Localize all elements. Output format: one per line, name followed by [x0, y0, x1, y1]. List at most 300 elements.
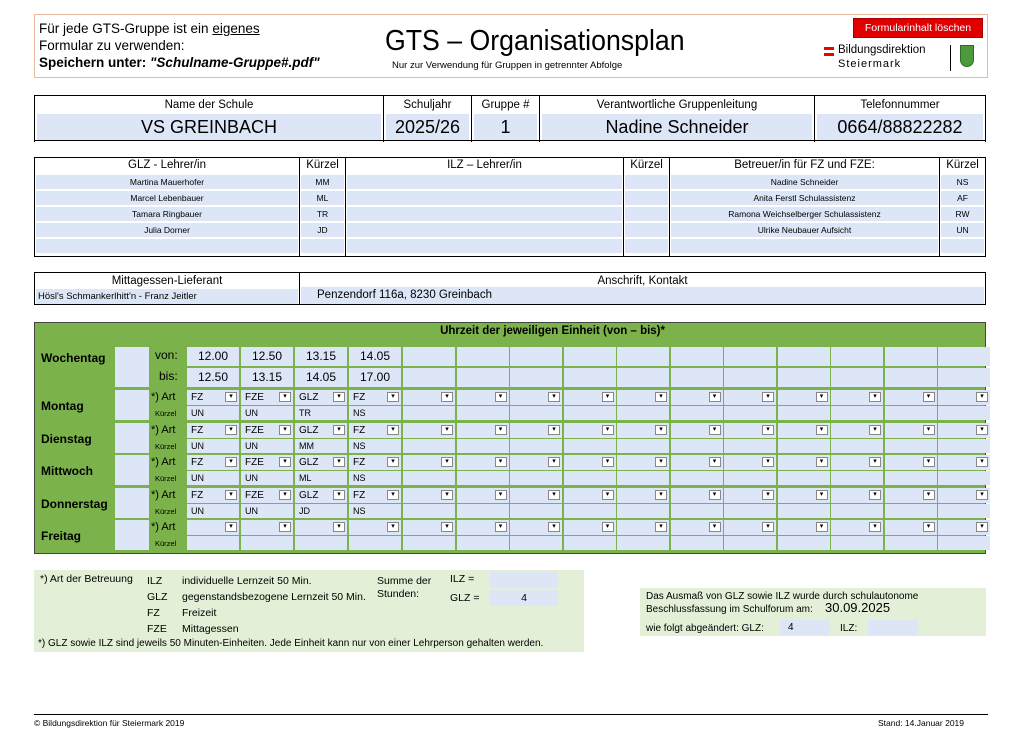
kuerzel-cell[interactable]: [617, 471, 669, 485]
chevron-down-icon[interactable]: [602, 457, 614, 467]
group-field[interactable]: 1: [474, 114, 537, 140]
kuerzel-cell[interactable]: [403, 536, 455, 550]
logo-line2: Steiermark: [838, 58, 902, 70]
chevron-down-icon[interactable]: [602, 490, 614, 500]
art-select[interactable]: GLZ: [295, 488, 347, 503]
chevron-down-icon[interactable]: [709, 392, 721, 402]
kuerzel-cell[interactable]: TR: [295, 406, 347, 420]
kuerzel-cell[interactable]: [457, 504, 509, 518]
chevron-down-icon[interactable]: [655, 522, 667, 532]
chevron-down-icon[interactable]: [816, 425, 828, 435]
art-select[interactable]: FZ: [349, 488, 401, 503]
kuerzel-cell[interactable]: UN: [187, 406, 239, 420]
kuerzel-cell[interactable]: [885, 439, 937, 453]
contact-field[interactable]: Penzendorf 116a, 8230 Greinbach: [301, 287, 984, 304]
clear-form-button[interactable]: Formularinhalt löschen: [853, 18, 983, 38]
glz-teacher-field[interactable]: Julia Dorner: [36, 223, 298, 238]
kuerzel-cell[interactable]: [938, 406, 990, 420]
summe-label: Summe der: [377, 575, 432, 587]
legend-text: gegenstandsbezogene Lernzeit 50 Min.: [182, 591, 366, 603]
chevron-down-icon[interactable]: [655, 457, 667, 467]
kuerzel-cell[interactable]: [671, 536, 723, 550]
ilz-kuerzel-field[interactable]: [625, 207, 668, 222]
kuerzel-cell[interactable]: [617, 439, 669, 453]
betreuer-field[interactable]: [671, 239, 938, 254]
chevron-down-icon[interactable]: [441, 457, 453, 467]
ilz-kuerzel-field[interactable]: [625, 175, 668, 190]
chevron-down-icon[interactable]: [762, 457, 774, 467]
art-label: *) Art: [151, 456, 176, 469]
betreuer-kuerzel-field[interactable]: AF: [941, 191, 984, 206]
time-von-cell[interactable]: [457, 347, 509, 366]
time-von-cell[interactable]: [938, 347, 990, 366]
time-bis-cell[interactable]: 12.50: [187, 368, 239, 387]
kuerzel-cell[interactable]: [831, 406, 883, 420]
chevron-down-icon[interactable]: [976, 522, 988, 532]
weekday-label: Wochentag: [41, 351, 106, 365]
ilz-teacher-field[interactable]: [347, 191, 622, 206]
chevron-down-icon[interactable]: [333, 392, 345, 402]
gts-count-field[interactable]: [115, 390, 149, 420]
ilz-teacher-field[interactable]: [347, 175, 622, 190]
kuerzel-cell[interactable]: [617, 504, 669, 518]
gts-header-cell: [115, 347, 149, 387]
kuerzel-cell[interactable]: [349, 536, 401, 550]
chevron-down-icon[interactable]: [387, 522, 399, 532]
kuerzel-cell[interactable]: UN: [241, 471, 293, 485]
chevron-down-icon[interactable]: [816, 490, 828, 500]
art-select[interactable]: FZ: [187, 488, 239, 503]
time-bis-cell[interactable]: [831, 368, 883, 387]
kuerzel-cell[interactable]: NS: [349, 471, 401, 485]
art-select[interactable]: FZ: [187, 455, 239, 470]
kuerzel-cell[interactable]: [564, 439, 616, 453]
legend-text: Mittagessen: [182, 623, 239, 635]
school-name-label: Name der Schule: [164, 99, 254, 111]
kuerzel-header: Kürzel: [630, 159, 663, 171]
leader-label: Verantwortliche Gruppenleitung: [596, 99, 758, 111]
chevron-down-icon[interactable]: [495, 522, 507, 532]
kuerzel-cell[interactable]: [564, 471, 616, 485]
legend: [34, 570, 584, 652]
chevron-down-icon[interactable]: [709, 490, 721, 500]
bis-label: bis:: [159, 369, 178, 383]
ausmass-section: [640, 588, 986, 636]
ilz-changed-label: ILZ:: [840, 623, 858, 634]
chevron-down-icon[interactable]: [441, 425, 453, 435]
betreuer-kuerzel-field[interactable]: NS: [941, 175, 984, 190]
legend-code: ILZ: [147, 575, 163, 587]
summe-label: Stunden:: [377, 588, 420, 600]
school-year-field[interactable]: 2025/26: [386, 114, 469, 140]
glz-kuerzel-field[interactable]: JD: [301, 223, 344, 238]
chevron-down-icon[interactable]: [923, 425, 935, 435]
chevron-down-icon[interactable]: [279, 392, 291, 402]
chevron-down-icon[interactable]: [279, 425, 291, 435]
ausmass-text: Das Ausmaß von GLZ sowie ILZ wurde durch schulautonome: [646, 591, 919, 602]
time-bis-cell[interactable]: 13.15: [241, 368, 293, 387]
kuerzel-cell[interactable]: [510, 504, 562, 518]
kuerzel-cell[interactable]: [564, 536, 616, 550]
ilz-teacher-field[interactable]: [347, 239, 622, 254]
kuerzel-cell[interactable]: [457, 439, 509, 453]
phone-field[interactable]: 0664/88822282: [817, 114, 983, 140]
art-select[interactable]: FZE: [241, 423, 293, 438]
chevron-down-icon[interactable]: [495, 457, 507, 467]
time-von-cell[interactable]: [778, 347, 830, 366]
kuerzel-cell[interactable]: [885, 504, 937, 518]
kuerzel-cell[interactable]: [457, 536, 509, 550]
instr-line1: Für jede GTS-Gruppe ist ein: [39, 21, 213, 36]
kuerzel-label: Kürzel: [155, 506, 177, 516]
time-bis-cell[interactable]: [403, 368, 455, 387]
gts-count-field[interactable]: [115, 520, 149, 550]
betreuer-field[interactable]: Nadine Schneider: [671, 175, 938, 190]
kuerzel-cell[interactable]: [187, 536, 239, 550]
chevron-down-icon[interactable]: [333, 425, 345, 435]
chevron-down-icon[interactable]: [816, 457, 828, 467]
kuerzel-cell[interactable]: [457, 406, 509, 420]
gts-count-field[interactable]: [115, 488, 149, 518]
time-von-cell[interactable]: [885, 347, 937, 366]
chevron-down-icon[interactable]: [869, 490, 881, 500]
glz-teacher-field[interactable]: [36, 239, 298, 254]
betreuer-field[interactable]: Ulrike Neubauer Aufsicht: [671, 223, 938, 238]
kuerzel-cell[interactable]: UN: [187, 504, 239, 518]
time-von-cell[interactable]: 12.50: [241, 347, 293, 366]
kuerzel-cell[interactable]: [724, 504, 776, 518]
legend-code: FZE: [147, 623, 167, 635]
chevron-down-icon[interactable]: [923, 457, 935, 467]
chevron-down-icon[interactable]: [923, 490, 935, 500]
kuerzel-cell[interactable]: [671, 439, 723, 453]
chevron-down-icon[interactable]: [762, 425, 774, 435]
chevron-down-icon[interactable]: [709, 522, 721, 532]
art-select[interactable]: GLZ: [295, 455, 347, 470]
chevron-down-icon[interactable]: [976, 457, 988, 467]
chevron-down-icon[interactable]: [869, 522, 881, 532]
glz-teacher-field[interactable]: Martina Mauerhofer: [36, 175, 298, 190]
chevron-down-icon[interactable]: [923, 522, 935, 532]
kuerzel-label: Kürzel: [155, 474, 177, 484]
kuerzel-cell[interactable]: [885, 471, 937, 485]
ilz-sum-field[interactable]: [490, 572, 558, 588]
kuerzel-cell[interactable]: [564, 406, 616, 420]
chevron-down-icon[interactable]: [655, 490, 667, 500]
time-von-cell[interactable]: [831, 347, 883, 366]
kuerzel-cell[interactable]: [938, 536, 990, 550]
ilz-kuerzel-field[interactable]: [625, 239, 668, 254]
ilz-teacher-field[interactable]: [347, 207, 622, 222]
kuerzel-cell[interactable]: JD: [295, 504, 347, 518]
chevron-down-icon[interactable]: [976, 425, 988, 435]
chevron-down-icon[interactable]: [709, 425, 721, 435]
kuerzel-cell[interactable]: [938, 471, 990, 485]
school-year-label: Schuljahr: [403, 99, 452, 111]
kuerzel-cell[interactable]: [778, 439, 830, 453]
chevron-down-icon[interactable]: [655, 392, 667, 402]
chevron-down-icon[interactable]: [387, 457, 399, 467]
glz-teacher-field[interactable]: Marcel Lebenbauer: [36, 191, 298, 206]
betreuer-kuerzel-field[interactable]: [941, 239, 984, 254]
art-select[interactable]: FZE: [241, 455, 293, 470]
chevron-down-icon[interactable]: [279, 522, 291, 532]
lunch-supplier-label: Mittagessen-Lieferant: [111, 275, 223, 287]
chevron-down-icon[interactable]: [602, 522, 614, 532]
chevron-down-icon[interactable]: [387, 425, 399, 435]
kuerzel-cell[interactable]: [831, 439, 883, 453]
time-bis-cell[interactable]: [885, 368, 937, 387]
art-label: *) Art: [151, 488, 176, 501]
art-select[interactable]: GLZ: [295, 390, 347, 405]
instructions: [39, 20, 320, 71]
chevron-down-icon[interactable]: [923, 392, 935, 402]
time-bis-cell[interactable]: 14.05: [295, 368, 347, 387]
chevron-down-icon[interactable]: [816, 392, 828, 402]
betreuer-kuerzel-field[interactable]: RW: [941, 207, 984, 222]
chevron-down-icon[interactable]: [441, 392, 453, 402]
contact-label: Anschrift, Kontakt: [597, 275, 688, 287]
chevron-down-icon[interactable]: [976, 490, 988, 500]
von-label: von:: [155, 348, 178, 362]
kuerzel-cell[interactable]: [617, 406, 669, 420]
time-von-cell[interactable]: [617, 347, 669, 366]
kuerzel-cell[interactable]: NS: [349, 439, 401, 453]
chevron-down-icon[interactable]: [548, 392, 560, 402]
kuerzel-cell[interactable]: UN: [241, 406, 293, 420]
art-select[interactable]: FZ: [349, 423, 401, 438]
kuerzel-cell[interactable]: [724, 439, 776, 453]
kuerzel-cell[interactable]: [403, 504, 455, 518]
kuerzel-cell[interactable]: NS: [349, 504, 401, 518]
chevron-down-icon[interactable]: [495, 392, 507, 402]
kuerzel-cell[interactable]: [510, 439, 562, 453]
chevron-down-icon[interactable]: [655, 425, 667, 435]
time-bis-cell[interactable]: [938, 368, 990, 387]
time-bis-cell[interactable]: [564, 368, 616, 387]
chevron-down-icon[interactable]: [387, 490, 399, 500]
schedule-table: [34, 322, 986, 554]
ilz-teacher-field[interactable]: [347, 223, 622, 238]
kuerzel-cell[interactable]: [778, 536, 830, 550]
chevron-down-icon[interactable]: [548, 522, 560, 532]
time-von-cell[interactable]: [724, 347, 776, 366]
chevron-down-icon[interactable]: [602, 425, 614, 435]
chevron-down-icon[interactable]: [225, 490, 237, 500]
kuerzel-cell[interactable]: [938, 439, 990, 453]
lunch-supplier-field[interactable]: Hösl's Schmankerlhitt'n - Franz Jeitler: [36, 289, 298, 304]
leader-field[interactable]: Nadine Schneider: [542, 114, 812, 140]
kuerzel-cell[interactable]: UN: [187, 471, 239, 485]
chevron-down-icon[interactable]: [869, 392, 881, 402]
kuerzel-label: Kürzel: [155, 409, 177, 418]
kuerzel-cell[interactable]: [831, 536, 883, 550]
time-bis-cell[interactable]: [510, 368, 562, 387]
chevron-down-icon[interactable]: [869, 425, 881, 435]
time-von-cell[interactable]: [564, 347, 616, 366]
school-name-field[interactable]: VS GREINBACH: [37, 114, 381, 140]
kuerzel-cell[interactable]: [938, 504, 990, 518]
glz-kuerzel-field[interactable]: MM: [301, 175, 344, 190]
instr-line1-emph: eigenes: [212, 21, 260, 36]
kuerzel-cell[interactable]: [671, 406, 723, 420]
gts-count-field[interactable]: [115, 423, 149, 453]
kuerzel-cell[interactable]: [724, 536, 776, 550]
chevron-down-icon[interactable]: [333, 457, 345, 467]
chevron-down-icon[interactable]: [495, 490, 507, 500]
footer: [34, 714, 988, 730]
time-bis-cell[interactable]: [778, 368, 830, 387]
chevron-down-icon[interactable]: [225, 425, 237, 435]
staff-table: [34, 157, 986, 257]
art-label: *) Art: [151, 521, 176, 534]
chevron-down-icon[interactable]: [225, 392, 237, 402]
art-label: *) Art: [151, 423, 176, 436]
glz-changed-field[interactable]: 4: [780, 620, 830, 635]
art-select[interactable]: FZ: [187, 423, 239, 438]
time-bis-cell[interactable]: [671, 368, 723, 387]
styria-crest-icon: [960, 45, 974, 67]
time-von-cell[interactable]: 14.05: [349, 347, 401, 366]
legend-code: FZ: [147, 607, 160, 619]
chevron-down-icon[interactable]: [762, 522, 774, 532]
chevron-down-icon[interactable]: [441, 522, 453, 532]
betreuer-field[interactable]: Ramona Weichselberger Schulassistenz: [671, 207, 938, 222]
time-bis-cell[interactable]: [724, 368, 776, 387]
chevron-down-icon[interactable]: [602, 392, 614, 402]
kuerzel-cell[interactable]: [241, 536, 293, 550]
kuerzel-cell[interactable]: [724, 471, 776, 485]
glz-sum-field[interactable]: 4: [490, 590, 558, 606]
chevron-down-icon[interactable]: [816, 522, 828, 532]
lunch-supplier-section: [34, 272, 986, 305]
kuerzel-cell[interactable]: ML: [295, 471, 347, 485]
chevron-down-icon[interactable]: [495, 425, 507, 435]
art-label: *) Art: [151, 391, 176, 403]
gts-count-field[interactable]: [115, 455, 149, 485]
kuerzel-cell[interactable]: [778, 471, 830, 485]
kuerzel-cell[interactable]: MM: [295, 439, 347, 453]
kuerzel-cell[interactable]: UN: [241, 504, 293, 518]
ilz-sum-label: ILZ =: [450, 573, 475, 585]
kuerzel-cell[interactable]: [885, 406, 937, 420]
kuerzel-cell[interactable]: [564, 504, 616, 518]
art-select[interactable]: FZE: [241, 390, 293, 405]
glz-teacher-field[interactable]: Tamara Ringbauer: [36, 207, 298, 222]
chevron-down-icon[interactable]: [333, 490, 345, 500]
art-select[interactable]: FZE: [241, 488, 293, 503]
kuerzel-cell[interactable]: [831, 504, 883, 518]
legend-note: *) GLZ sowie ILZ sind jeweils 50 Minuten-Einheiten. Jede Einheit kann nur von einer Lehrperson gehalten werden.: [38, 638, 544, 649]
legend-title: *) Art der Betreuung: [40, 573, 133, 585]
time-von-cell[interactable]: [510, 347, 562, 366]
kuerzel-cell[interactable]: [403, 471, 455, 485]
time-bis-cell[interactable]: [457, 368, 509, 387]
time-von-cell[interactable]: 12.00: [187, 347, 239, 366]
kuerzel-cell[interactable]: [671, 471, 723, 485]
glz-sum-label: GLZ =: [450, 592, 480, 604]
kuerzel-cell[interactable]: [831, 471, 883, 485]
kuerzel-cell[interactable]: [457, 471, 509, 485]
kuerzel-cell[interactable]: [778, 504, 830, 518]
glz-kuerzel-field[interactable]: [301, 239, 344, 254]
chevron-down-icon[interactable]: [548, 490, 560, 500]
ilz-kuerzel-field[interactable]: [625, 191, 668, 206]
glz-kuerzel-field[interactable]: TR: [301, 207, 344, 222]
art-select[interactable]: FZ: [349, 455, 401, 470]
ilz-teacher-header: ILZ – Lehrer/in: [447, 159, 522, 171]
kuerzel-cell[interactable]: NS: [349, 406, 401, 420]
austria-flag-icon: [824, 47, 834, 56]
time-von-cell[interactable]: 13.15: [295, 347, 347, 366]
ilz-changed-field[interactable]: [868, 620, 918, 635]
kuerzel-cell[interactable]: UN: [241, 439, 293, 453]
chevron-down-icon[interactable]: [762, 490, 774, 500]
phone-label: Telefonnummer: [860, 99, 940, 111]
instr-line2: Formular zu verwenden:: [39, 38, 185, 53]
ilz-kuerzel-field[interactable]: [625, 223, 668, 238]
betreuer-field[interactable]: Anita Ferstl Schulassistenz: [671, 191, 938, 206]
chevron-down-icon[interactable]: [333, 522, 345, 532]
kuerzel-cell[interactable]: UN: [187, 439, 239, 453]
kuerzel-cell[interactable]: [617, 536, 669, 550]
time-bis-cell[interactable]: 17.00: [349, 368, 401, 387]
chevron-down-icon[interactable]: [548, 425, 560, 435]
time-von-cell[interactable]: [671, 347, 723, 366]
kuerzel-header: Kürzel: [946, 159, 979, 171]
betreuer-kuerzel-field[interactable]: UN: [941, 223, 984, 238]
chevron-down-icon[interactable]: [279, 490, 291, 500]
schedule-header: Uhrzeit der jeweiligen Einheit (von – bis)*: [440, 325, 665, 337]
chevron-down-icon[interactable]: [709, 457, 721, 467]
art-select[interactable]: GLZ: [295, 423, 347, 438]
kuerzel-cell[interactable]: [885, 536, 937, 550]
chevron-down-icon[interactable]: [976, 392, 988, 402]
kuerzel-label: Kürzel: [155, 539, 177, 549]
kuerzel-cell[interactable]: [510, 471, 562, 485]
kuerzel-cell[interactable]: [295, 536, 347, 550]
art-select[interactable]: FZ: [349, 390, 401, 405]
kuerzel-cell[interactable]: [403, 439, 455, 453]
kuerzel-cell[interactable]: [724, 406, 776, 420]
form-header: [34, 14, 988, 78]
chevron-down-icon[interactable]: [387, 392, 399, 402]
weekday-name: Freitag: [41, 529, 82, 544]
weekday-name: Donnerstag: [41, 496, 108, 511]
kuerzel-cell[interactable]: [778, 406, 830, 420]
time-bis-cell[interactable]: [617, 368, 669, 387]
schulforum-date-field[interactable]: 30.09.2025: [825, 600, 891, 615]
art-select[interactable]: FZ: [187, 390, 239, 405]
footer-copyright: © Bildungsdirektion für Steiermark 2019: [34, 718, 185, 728]
legend-code: GLZ: [147, 591, 168, 603]
kuerzel-cell[interactable]: [403, 406, 455, 420]
chevron-down-icon[interactable]: [225, 457, 237, 467]
chevron-down-icon[interactable]: [225, 522, 237, 532]
time-von-cell[interactable]: [403, 347, 455, 366]
kuerzel-cell[interactable]: [671, 504, 723, 518]
chevron-down-icon[interactable]: [762, 392, 774, 402]
chevron-down-icon[interactable]: [279, 457, 291, 467]
footer-date: Stand: 14.Januar 2019: [877, 718, 964, 728]
chevron-down-icon[interactable]: [869, 457, 881, 467]
kuerzel-cell[interactable]: [510, 406, 562, 420]
glz-kuerzel-field[interactable]: ML: [301, 191, 344, 206]
chevron-down-icon[interactable]: [441, 490, 453, 500]
kuerzel-cell[interactable]: [510, 536, 562, 550]
chevron-down-icon[interactable]: [548, 457, 560, 467]
school-info: [34, 95, 986, 141]
